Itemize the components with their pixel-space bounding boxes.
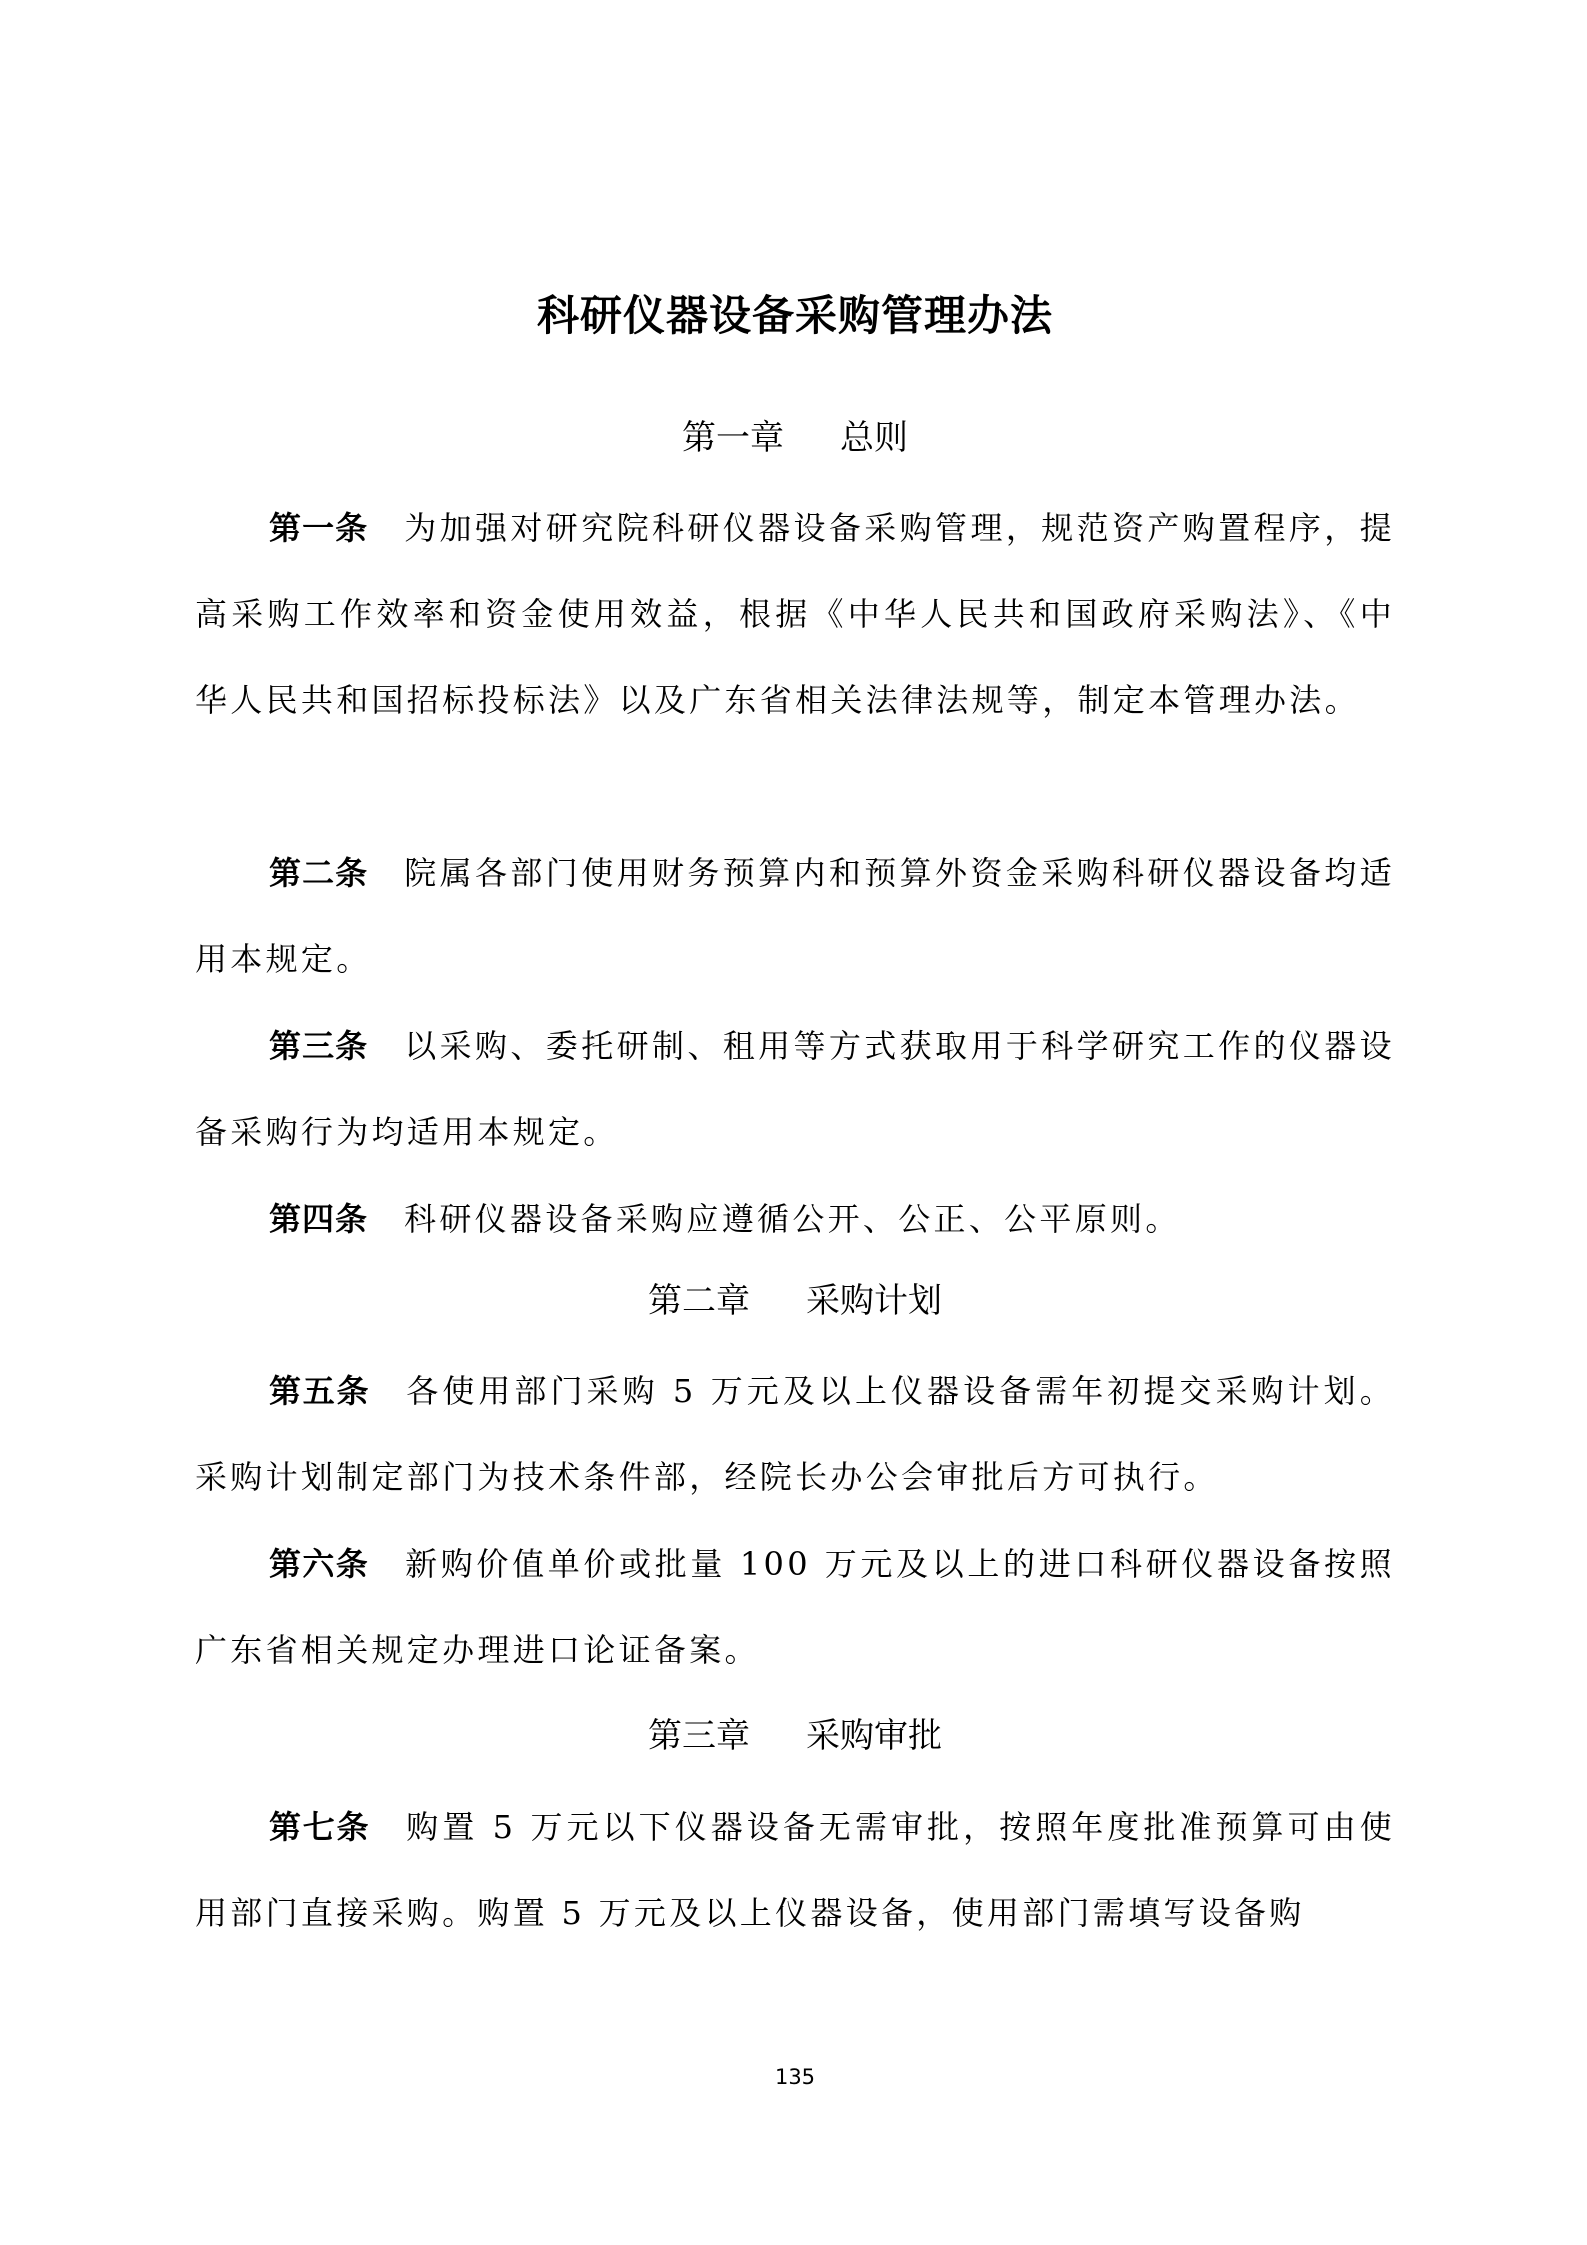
page-number: 135 — [774, 2065, 816, 2089]
chapter-label: 第一章 — [682, 418, 784, 458]
document-page — [195, 0, 1395, 2245]
article-text: 为加强对研究院科研仪器设备采购管理，规范资产购置程序，提高采购工作效率和资金使用效益，根据《中华人民共和国政府采购法》、《中华人民共和国招标投标法》以及广东省相关法律法规等，制定本管理办法。 — [195, 509, 1395, 719]
article-text: 各使用部门采购 5 万元及以上仪器设备需年初提交采购计划。采购计划制定部门为技术条件部，经院长办公会审批后方可执行。 — [195, 1372, 1395, 1496]
article-text: 新购价值单价或批量 100 万元及以上的进口科研仪器设备按照广东省相关规定办理进口论证备案。 — [195, 1545, 1395, 1669]
article-3 — [195, 1003, 1395, 1175]
document-title: 科研仪器设备采购管理办法 — [536, 291, 1053, 340]
article-1 — [195, 485, 1395, 743]
article-text: 院属各部门使用财务预算内和预算外资金采购科研仪器设备均适用本规定。 — [195, 854, 1395, 978]
article-7 — [195, 1784, 1395, 1956]
article-text: 购置 5 万元以下仪器设备无需审批，按照年度批准预算可由使用部门直接采购。购置 5 万元及以上仪器设备，使用部门需填写设备购 — [195, 1808, 1395, 1932]
article-label: 第六条 — [269, 1545, 370, 1583]
chapter-heading-2 — [195, 1276, 1395, 1326]
article-label: 第二条 — [269, 854, 369, 892]
article-label: 第四条 — [269, 1200, 369, 1238]
chapter-name: 总则 — [840, 418, 908, 458]
article-label: 第七条 — [269, 1808, 371, 1846]
article-text: 科研仪器设备采购应遵循公开、公正、公平原则。 — [404, 1200, 1181, 1238]
chapter-name: 采购计划 — [806, 1281, 942, 1321]
article-label: 第五条 — [269, 1372, 371, 1410]
chapter-name: 采购审批 — [806, 1716, 942, 1756]
article-5 — [195, 1348, 1395, 1520]
chapter-label: 第三章 — [648, 1716, 750, 1756]
article-2 — [195, 830, 1395, 1002]
chapter-label: 第二章 — [648, 1281, 750, 1321]
article-6 — [195, 1521, 1395, 1693]
article-label: 第三条 — [269, 1027, 369, 1065]
article-4 — [195, 1176, 1395, 1262]
article-text: 以采购、委托研制、租用等方式获取用于科学研究工作的仪器设备采购行为均适用本规定。 — [195, 1027, 1395, 1151]
chapter-heading-1 — [195, 413, 1395, 463]
chapter-heading-3 — [195, 1711, 1395, 1761]
article-label: 第一条 — [269, 509, 369, 547]
